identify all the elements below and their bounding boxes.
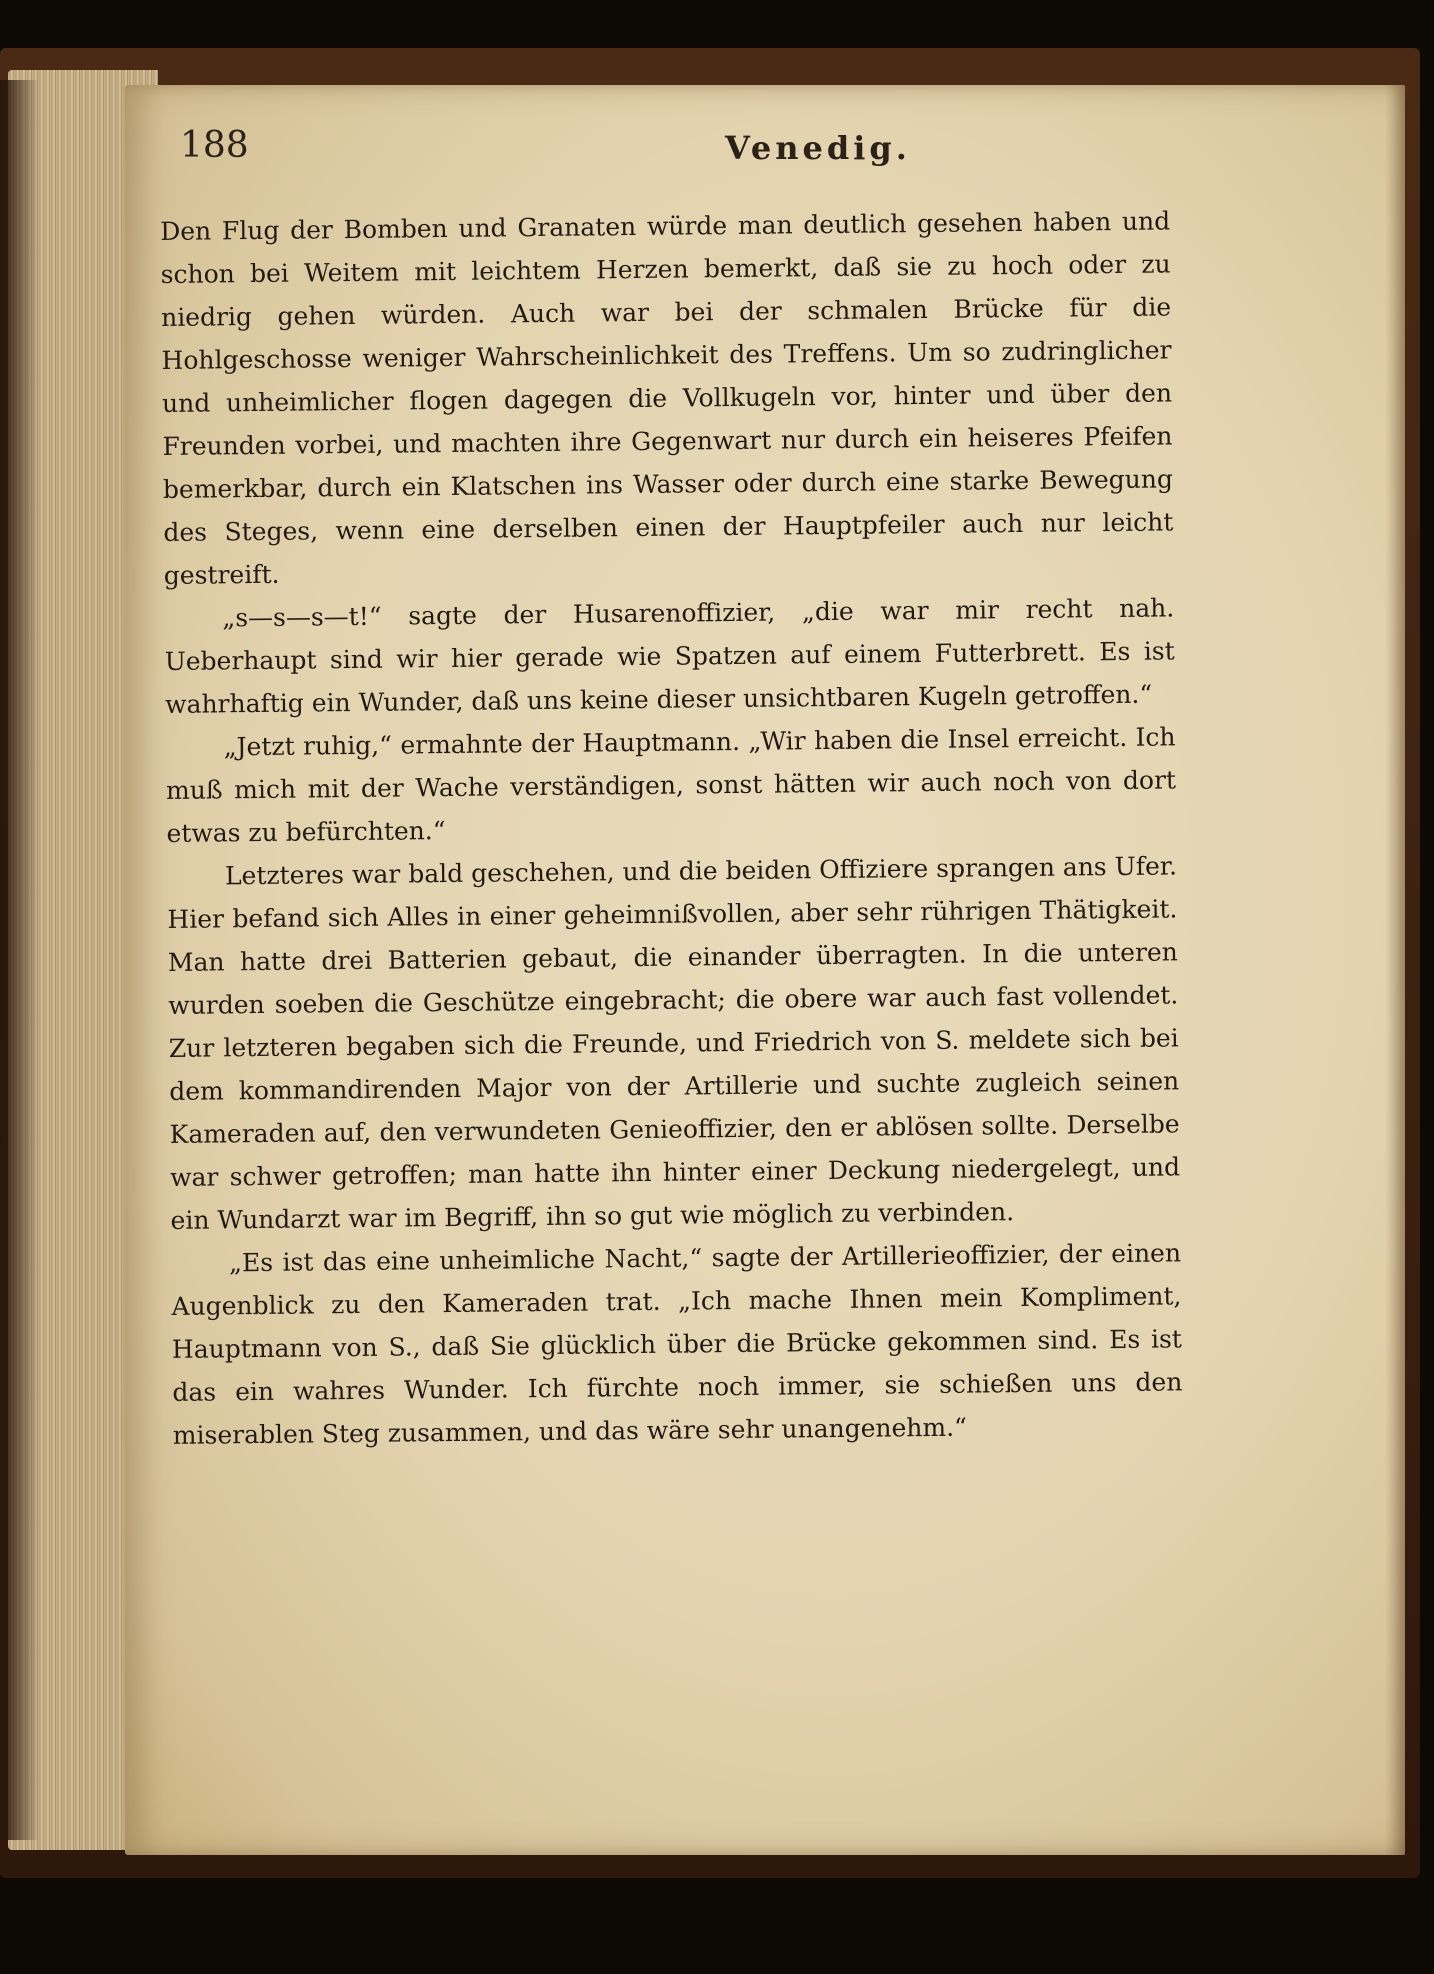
paragraph: „s—s—s—t!“ sagte der Husarenoffizier, „die war mir recht nah. Ueberhaupt sind wir hier gerade wie Spatzen auf einem Futterbrett. Es ist wahrhaftig ein Wunder, daß uns keine dieser unsichtbaren Kugeln getroffen.“ <box>164 593 1175 719</box>
page-number: 188 <box>180 125 249 166</box>
running-title: Venedig. <box>725 129 911 167</box>
running-head <box>180 125 1080 185</box>
paragraph: Den Flug der Bomben und Granaten würde man deutlich gesehen haben und schon bei Weitem mit leichtem Herzen bemerkt, daß sie zu hoch oder zu niedrig gehen würden. Auch war bei der schmalen Brücke für die Hohlgeschosse weniger Wahrscheinlichkeit des Treffens. Um so zudringlicher und unheimlicher flogen dagegen die Vollkugeln vor, hinter und über den Freunden vorbei, und machten ihre Gegenwart nur durch ein heiseres Pfeifen bemerkbar, durch ein Klatschen ins Wasser oder durch eine starke Bewegung des Steges, wenn eine derselben einen der Hauptpfeiler auch nur leicht gestreift. <box>160 206 1174 590</box>
body-text <box>160 199 1183 1457</box>
paragraph: „Es ist das eine unheimliche Nacht,“ sagte der Artillerieoffizier, der einen Augenblick zu den Kameraden trat. „Ich mache Ihnen mein Kompliment, Hauptmann von S., daß Sie glücklich über die Brücke gekommen sind. Es ist das ein wahres Wunder. Ich fürchte noch immer, sie schießen uns den miserablen Steg zusammen, und das wäre sehr unangenehm.“ <box>171 1238 1183 1450</box>
spine-shadow <box>0 80 40 1840</box>
paragraph: Letzteres war bald geschehen, und die beiden Offiziere sprangen ans Ufer. Hier befand sich Alles in einer geheimnißvollen, aber sehr rührigen Thätigkeit. Man hatte drei Batterien gebaut, die einander überragten. In die unteren wurden soeben die Geschütze eingebracht; die obere war auch fast vollendet. Zur letzteren begaben sich die Freunde, und Friedrich von S. meldete sich bei dem kommandirenden Major von der Artillerie und suchte zugleich seinen Kameraden auf, den verwundeten Genieoffizier, den er ablösen sollte. Derselbe war schwer getroffen; man hatte ihn hinter einer Deckung niedergelegt, und ein Wundarzt war im Begriff, ihn so gut wie möglich zu verbinden. <box>167 851 1181 1235</box>
paragraph: „Jetzt ruhig,“ ermahnte der Hauptmann. „Wir haben die Insel erreicht. Ich muß mich mit der Wache verständigen, sonst hätten wir auch noch von dort etwas zu befürchten.“ <box>165 722 1177 848</box>
